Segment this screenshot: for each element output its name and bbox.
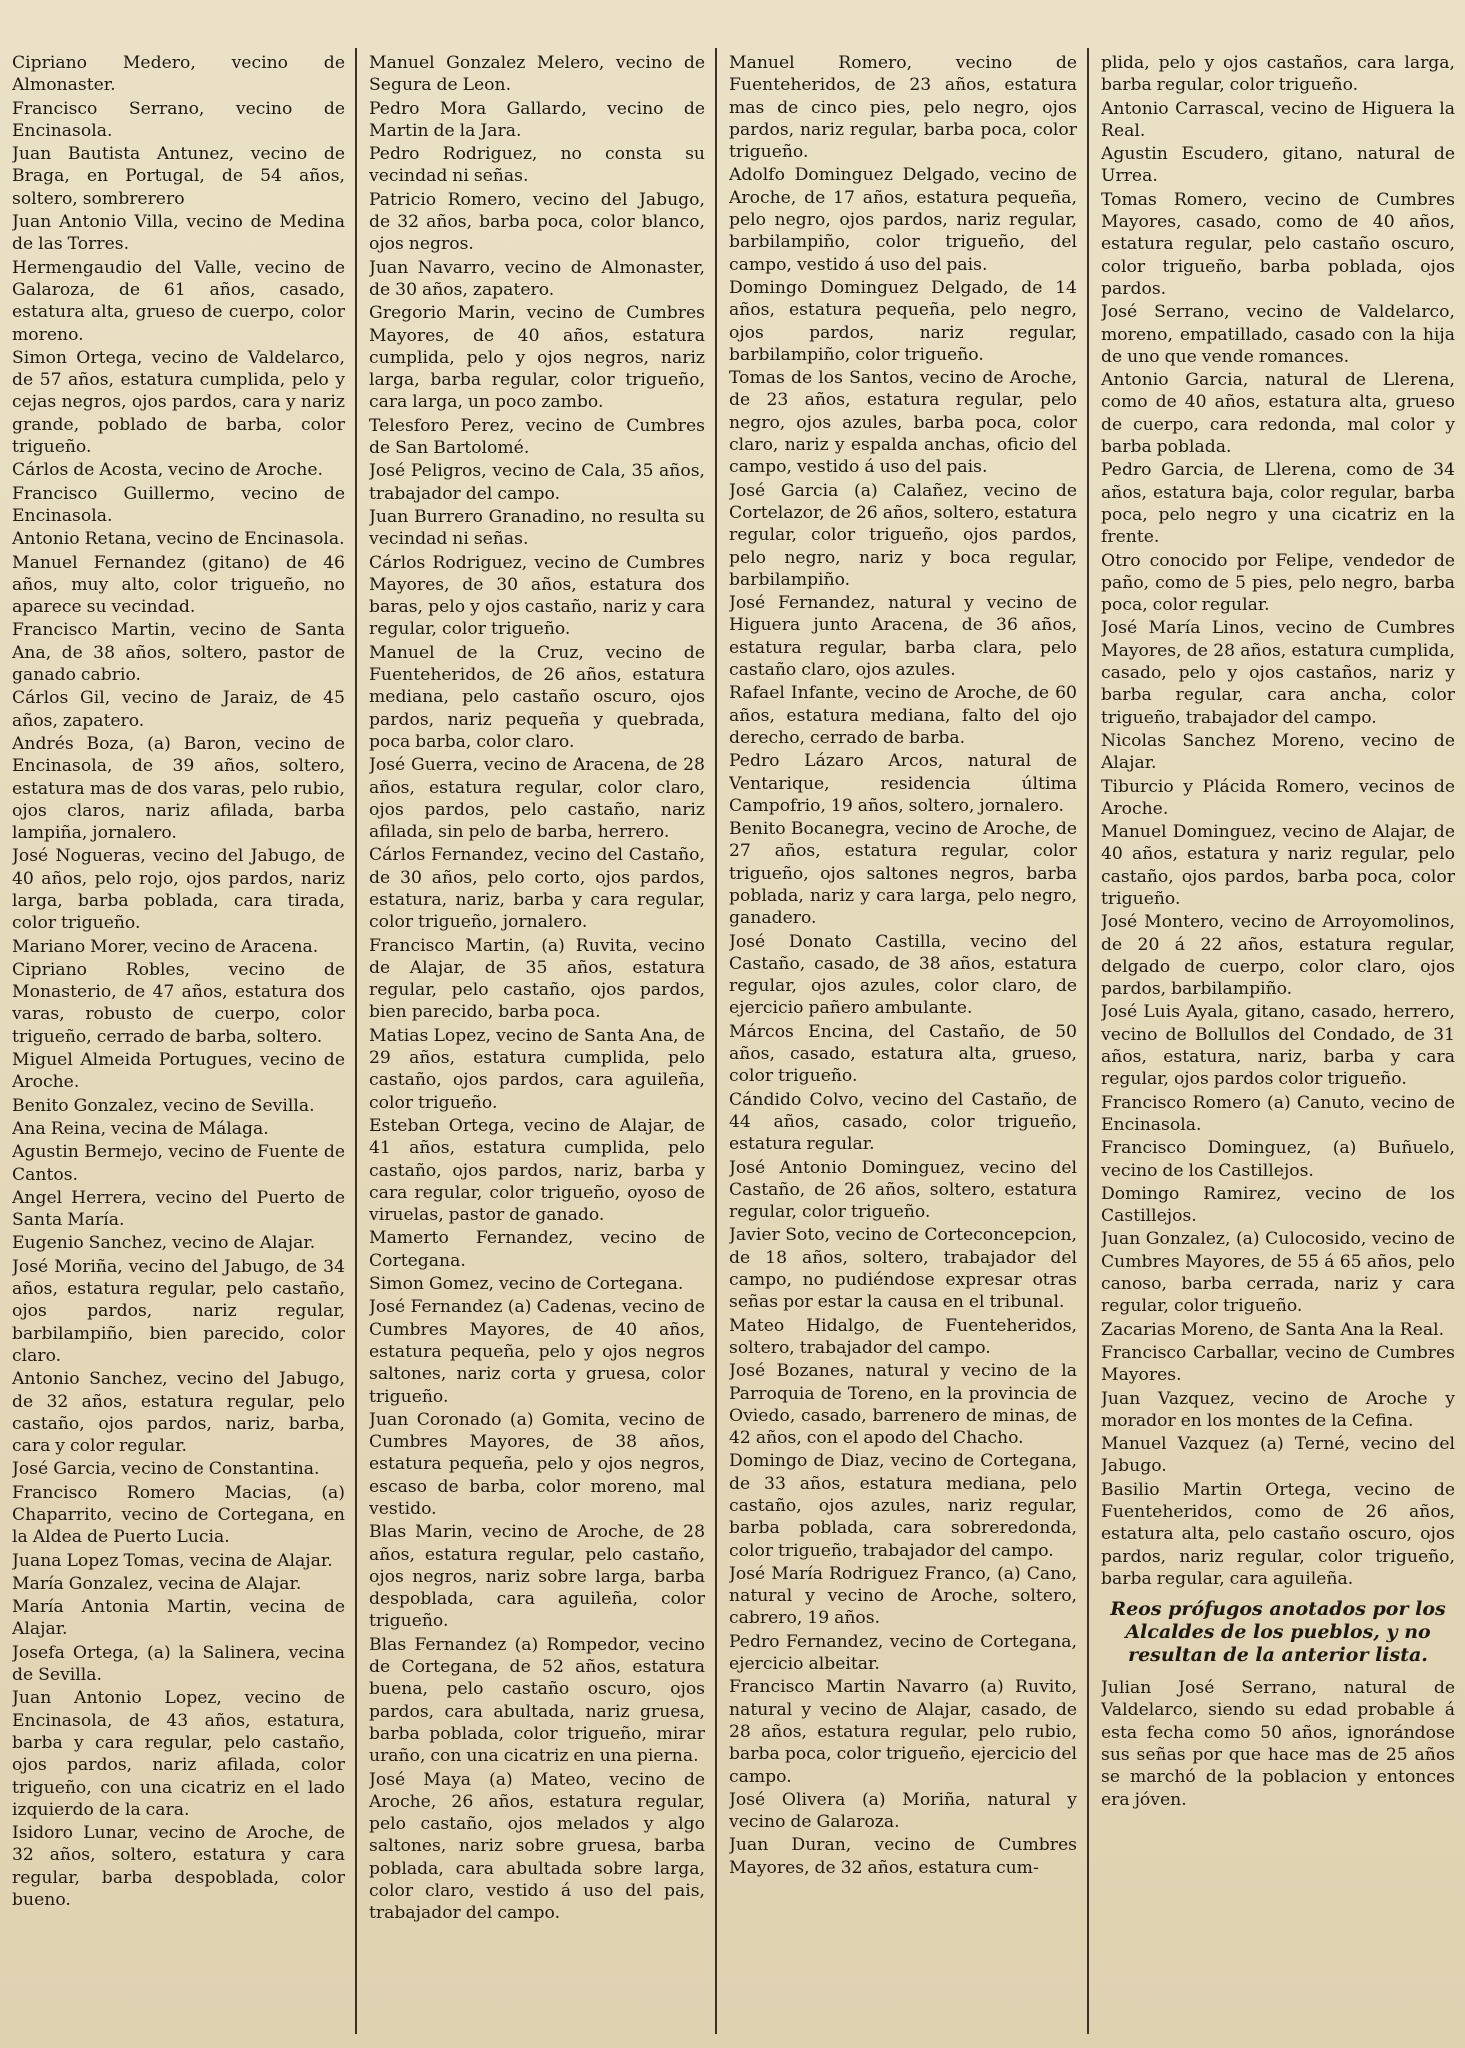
entry: Eugenio Sanchez, vecino de Alajar.	[12, 1233, 316, 1254]
entry: José Fernandez (a) Cadenas, vecino de Cumbres Mayores, de 40 años, estatura pequeña, pelo y ojos negros saltones, nariz corta y gruesa, color trigueño.	[369, 1297, 705, 1407]
entry: José Garcia (a) Calañez, vecino de Cortelazor, de 26 años, soltero, estatura regular, color trigueño, ojos pardos, pelo negro, nariz y boca regular, barbilampiño.	[729, 480, 1077, 590]
entry: Francisco Martin, vecino de Santa Ana, de 38 años, soltero, pastor de ganado cabrio.	[12, 620, 345, 686]
entry: Benito Gonzalez, vecino de Sevilla.	[12, 1095, 315, 1116]
entry: Manuel de la Cruz, vecino de Fuenteheridos, de 26 años, estatura mediana, pelo castaño oscuro, ojos pardos, nariz pequeña y quebrada, poca barba, color claro.	[369, 642, 705, 752]
entry: María Antonia Martin, vecina de Alajar.	[12, 1597, 345, 1640]
entry: José Guerra, vecino de Aracena, de 28 años, estatura regular, color claro, ojos pardos, pelo castaño, nariz afilada, sin pelo de barba, herrero.	[369, 755, 705, 843]
entry: Manuel Romero, vecino de Fuenteheridos, de 23 años, estatura mas de cinco pies, pelo negro, ojos pardos, nariz regular, barba poca, color trigueño.	[729, 53, 1077, 163]
entry: Francisco Romero Macias, (a) Chaparrito, vecino de Cortegana, en la Aldea de Puerto Lucia.	[12, 1482, 345, 1548]
entry: Juan Antonio Villa, vecino de Medina de las Torres.	[12, 212, 345, 255]
entry: José Garcia, vecino de Constantina.	[12, 1459, 320, 1480]
entry: Pedro Mora Gallardo, vecino de Martin de la Jara.	[369, 98, 705, 141]
entry: Agustin Bermejo, vecino de Fuente de Cantos.	[12, 1142, 345, 1185]
entry: Juan Vazquez, vecino de Aroche y morador en los montes de la Cefina.	[1101, 1388, 1455, 1431]
entry: Cipriano Robles, vecino de Monasterio, de 47 años, estatura dos varas, robusto de cuerpo, color trigueño, cerrado de barba, soltero.	[12, 959, 345, 1047]
entry: Zacarias Moreno, de Santa Ana la Real.	[1101, 1319, 1445, 1340]
columns	[12, 52, 1455, 2040]
column-3	[729, 52, 1077, 2040]
entry: Francisco Carballar, vecino de Cumbres Mayores.	[1101, 1342, 1455, 1386]
entry: Ana Reina, vecina de Málaga.	[12, 1118, 269, 1139]
entry: Miguel Almeida Portugues, vecino de Aroche.	[12, 1050, 345, 1093]
entry: José María Linos, vecino de Cumbres Mayores, de 28 años, estatura cumplida, casado, pelo y ojos castaños, nariz y barba regular, cara ancha, color trigueño, trabajador del campo.	[1101, 618, 1455, 728]
entry: Pedro Lázaro Arcos, natural de Ventarique, residencia última Campofrio, 19 años, soltero, jornalero.	[729, 751, 1077, 816]
entry: Francisco Dominguez, (a) Buñuelo, vecino de los Castillejos.	[1101, 1138, 1455, 1181]
entry: José Fernandez, natural y vecino de Higuera junto Aracena, de 36 años, estatura regular, barba clara, pelo castaño claro, ojos azules.	[729, 593, 1077, 681]
column-1	[12, 52, 345, 2040]
entry: Patricio Romero, vecino del Jabugo, de 32 años, barba poca, color blanco, ojos negros.	[369, 189, 705, 255]
entry: Juan Antonio Lopez, vecino de Encinasola, de 43 años, estatura, barba y cara regular, pelo castaño, ojos pardos, nariz afilada, color trigueño, con una cicatriz en el lado izquierdo de la cara.	[12, 1688, 345, 1820]
entry: María Gonzalez, vecina de Alajar.	[12, 1573, 302, 1594]
entry: Cárlos Fernandez, vecino del Castaño, de 30 años, pelo corto, ojos pardos, estatura, nariz, barba y cara regular, color trigueño, jornalero.	[369, 845, 705, 933]
entry: Manuel Gonzalez Melero, vecino de Segura de Leon.	[369, 53, 705, 96]
entry: Juan Bautista Antunez, vecino de Braga, en Portugal, de 54 años, soltero, sombrerero	[12, 144, 345, 209]
entry: Julian José Serrano, natural de Valdelarco, siendo su edad probable á esta fecha como 50 años, ignorándose sus señas por que hace mas de 25 años se marchó de la poblacion y entonces era jóven.	[1101, 1678, 1455, 1810]
entry: Simon Gomez, vecino de Cortegana.	[369, 1274, 684, 1295]
entry: Telesforo Perez, vecino de Cumbres de San Bartolomé.	[369, 415, 705, 459]
entry: Francisco Guillermo, vecino de Encinasola.	[12, 483, 345, 526]
entry: Basilio Martin Ortega, vecino de Fuenteheridos, como de 26 años, estatura alta, pelo castaño oscuro, ojos pardos, nariz regular, color trigueño, barba regular, cara aguileña.	[1101, 1479, 1455, 1589]
entry: Antonio Carrascal, vecino de Higuera la Real.	[1101, 98, 1455, 141]
entry: Otro conocido por Felipe, vendedor de paño, como de 5 pies, pelo negro, barba poca, color regular.	[1101, 550, 1455, 616]
entry: Cándido Colvo, vecino del Castaño, de 44 años, casado, color trigueño, estatura regular.	[729, 1089, 1077, 1155]
entry: Josefa Ortega, (a) la Salinera, vecina de Sevilla.	[12, 1642, 345, 1686]
entry: Juan Gonzalez, (a) Culocosido, vecino de Cumbres Mayores, de 55 á 65 años, pelo canoso, barba cerrada, nariz y cara regular, color trigueño.	[1101, 1229, 1455, 1317]
entry: Agustin Escudero, gitano, natural de Urrea.	[1101, 144, 1455, 187]
entry: Blas Marin, vecino de Aroche, de 28 años, estatura regular, pelo castaño, ojos negros, nariz sobre larga, barba despoblada, cara aguileña, color trigueño.	[369, 1522, 705, 1632]
entry: Pedro Garcia, de Llerena, como de 34 años, estatura baja, color regular, barba poca, pelo negro y una cicatriz en la frente.	[1101, 460, 1455, 548]
entry: Manuel Fernandez (gitano) de 46 años, muy alto, color trigueño, no aparece su vecindad.	[12, 552, 345, 618]
entry: Rafael Infante, vecino de Aroche, de 60 años, estatura mediana, falto del ojo derecho, cerrado de barba.	[729, 683, 1077, 748]
entry: Benito Bocanegra, vecino de Aroche, de 27 años, estatura regular, color trigueño, ojos saltones negros, barba poblada, nariz y cara larga, pelo negro, ganadero.	[729, 819, 1077, 929]
entry: Simon Ortega, vecino de Valdelarco, de 57 años, estatura cumplida, pelo y cejas negros, ojos pardos, cara y nariz grande, poblado de barba, color trigueño.	[12, 347, 345, 458]
column-4	[1101, 52, 1455, 2040]
entry: Cárlos Rodriguez, vecino de Cumbres Mayores, de 30 años, estatura dos baras, pelo y ojos castaño, nariz y cara regular, color trigueño.	[369, 552, 705, 640]
entry: Francisco Martin Navarro (a) Ruvito, natural y vecino de Alajar, casado, de 28 años, estatura regular, pelo rubio, barba poca, color trigueño, ejercicio del campo.	[729, 1677, 1077, 1787]
entry: Tiburcio y Plácida Romero, vecinos de Aroche.	[1101, 776, 1455, 819]
entry: Blas Fernandez (a) Rompedor, vecino de Cortegana, de 52 años, estatura buena, pelo castaño oscuro, ojos pardos, cara abultada, nariz gruesa, barba poblada, color trigueño, mirar uraño, con una cicatriz en una pierna.	[369, 1634, 705, 1767]
entry: Juan Duran, vecino de Cumbres Mayores, de 32 años, estatura cum-	[729, 1835, 1077, 1878]
entry: Cipriano Medero, vecino de Almonaster.	[12, 53, 345, 96]
entry: Francisco Romero (a) Canuto, vecino de Encinasola.	[1101, 1092, 1455, 1135]
entry: José María Rodriguez Franco, (a) Cano, natural y vecino de Aroche, soltero, cabrero, 19 años.	[729, 1563, 1077, 1629]
entry: Mateo Hidalgo, de Fuenteheridos, soltero, trabajador del campo.	[729, 1315, 1077, 1358]
entry: Andrés Boza, (a) Baron, vecino de Encinasola, de 39 años, soltero, estatura mas de dos varas, pelo rubio, ojos claros, nariz afilada, barba lampiña, jornalero.	[12, 733, 345, 844]
entry: Nicolas Sanchez Moreno, vecino de Alajar.	[1101, 730, 1455, 774]
entry: José Nogueras, vecino del Jabugo, de 40 años, pelo rojo, ojos pardos, nariz larga, barba poblada, cara tirada, color trigueño.	[12, 846, 345, 934]
entry: José Bozanes, natural y vecino de la Parroquia de Toreno, en la provincia de Oviedo, casado, barrenero de minas, de 42 años, con el apodo del Chacho.	[729, 1361, 1077, 1449]
entry: Antonio Sanchez, vecino del Jabugo, de 32 años, estatura regular, pelo castaño, ojos pardos, nariz, barba, cara y color regular.	[12, 1369, 345, 1457]
entry: Adolfo Dominguez Delgado, vecino de Aroche, de 17 años, estatura pequeña, pelo negro, ojos pardos, nariz regular, barbilampiño, color trigueño, del campo, vestido á uso del pais.	[729, 165, 1077, 275]
entry: José Moriña, vecino del Jabugo, de 34 años, estatura regular, pelo castaño, ojos pardos, nariz regular, barbilampiño, bien parecido, color claro.	[12, 1256, 345, 1366]
entry: Manuel Dominguez, vecino de Alajar, de 40 años, estatura y nariz regular, pelo castaño, ojos pardos, barba poca, color trigueño.	[1101, 822, 1455, 909]
entry: Domingo de Diaz, vecino de Cortegana, de 33 años, estatura mediana, pelo castaño, ojos azules, nariz regular, barba poblada, cara sobreredonda, color trigueño, trabajador del campo.	[729, 1451, 1077, 1561]
entry: Cárlos de Acosta, vecino de Aroche.	[12, 460, 323, 481]
entry: Tomas de los Santos, vecino de Aroche, de 23 años, estatura regular, pelo negro, ojos azules, barba poca, color claro, nariz y espalda anchas, oficio del campo, vestido á uso del pais.	[729, 368, 1077, 478]
entry: Mamerto Fernandez, vecino de Cortegana.	[369, 1228, 705, 1271]
entry: Cárlos Gil, vecino de Jaraiz, de 45 años, zapatero.	[12, 688, 345, 731]
column-2	[369, 52, 705, 2040]
entry: José Donato Castilla, vecino del Castaño, casado, de 38 años, estatura regular, ojos azules, color claro, de ejercicio pañero ambulante.	[729, 931, 1077, 1019]
entry: Tomas Romero, vecino de Cumbres Mayores, casado, como de 40 años, estatura regular, pelo castaño oscuro, color trigueño, barba poblada, ojos pardos.	[1101, 189, 1455, 299]
entry: Gregorio Marin, vecino de Cumbres Mayores, de 40 años, estatura cumplida, pelo y ojos negros, nariz larga, barba regular, color trigueño, cara larga, un poco zambo.	[369, 303, 705, 413]
entry: Antonio Retana, vecino de Encinasola.	[12, 529, 345, 550]
entry: José Luis Ayala, gitano, casado, herrero, vecino de Bollullos del Condado, de 31 años, estatura, nariz, barba y cara regular, ojos pardos color trigueño.	[1101, 1002, 1455, 1090]
entry: Juan Coronado (a) Gomita, vecino de Cumbres Mayores, de 38 años, estatura pequeña, pelo y ojos negros, escaso de barba, color moreno, mal vestido.	[369, 1409, 705, 1519]
entry: Hermengaudio del Valle, vecino de Galaroza, de 61 años, casado, estatura alta, grueso de cuerpo, color moreno.	[12, 257, 345, 345]
entry: Juan Burrero Granadino, no resulta su vecindad ni señas.	[369, 506, 705, 550]
entry: Pedro Rodriguez, no consta su vecindad ni señas.	[369, 144, 705, 187]
section-heading: Reos prófugos anotados por los Alcaldes de los pueblos, y no resultan de la anterior lista.	[1110, 1598, 1446, 1667]
entry: Francisco Serrano, vecino de Encinasola.	[12, 98, 345, 141]
entry: Mariano Morer, vecino de Aracena.	[12, 936, 319, 957]
entry: plida, pelo y ojos castaños, cara larga, barba regular, color trigueño.	[1101, 53, 1455, 96]
entry: Javier Soto, vecino de Corteconcepcion, de 18 años, soltero, trabajador del campo, no pudiéndose expresar otras señas por estar la causa en el tribunal.	[729, 1225, 1077, 1313]
entry: José Olivera (a) Moriña, natural y vecino de Galaroza.	[729, 1789, 1077, 1833]
entry: Francisco Martin, (a) Ruvita, vecino de Alajar, de 35 años, estatura regular, pelo castaño, ojos pardos, bien parecido, barba poca.	[369, 935, 705, 1023]
entry: José Serrano, vecino de Valdelarco, moreno, empatillado, casado con la hija de uno que vende romances.	[1101, 302, 1455, 367]
entry: Juana Lopez Tomas, vecina de Alajar.	[12, 1550, 333, 1571]
entry: José Maya (a) Mateo, vecino de Aroche, 26 años, estatura regular, pelo castaño, ojos melados y algo saltones, nariz sobre gruesa, barba poblada, cara abultada sobre larga, color claro, vestido á uso del pais, trabajador del campo.	[369, 1769, 705, 1924]
entry: Manuel Vazquez (a) Terné, vecino del Jabugo.	[1101, 1434, 1455, 1477]
entry: Matias Lopez, vecino de Santa Ana, de 29 años, estatura cumplida, pelo castaño, ojos pardos, cara aguileña, color trigueño.	[369, 1025, 705, 1113]
entry: Esteban Ortega, vecino de Alajar, de 41 años, estatura cumplida, pelo castaño, ojos pardos, nariz, barba y cara regular, color trigueño, oyoso de viruelas, pastor de ganado.	[369, 1115, 705, 1226]
entry: Domingo Dominguez Delgado, de 14 años, estatura pequeña, pelo negro, ojos pardos, nariz regular, barbilampiño, color trigueño.	[729, 277, 1077, 365]
entry: Márcos Encina, del Castaño, de 50 años, casado, estatura alta, grueso, color trigueño.	[729, 1021, 1077, 1087]
entry: Domingo Ramirez, vecino de los Castillejos.	[1101, 1183, 1455, 1227]
entry: Antonio Garcia, natural de Llerena, como de 40 años, estatura alta, grueso de cuerpo, cara redonda, mal color y barba poblada.	[1101, 370, 1455, 458]
entry: Pedro Fernandez, vecino de Cortegana, ejercicio albeitar.	[729, 1631, 1077, 1675]
entry: Juan Navarro, vecino de Almonaster, de 30 años, zapatero.	[369, 257, 705, 300]
entry: José Antonio Dominguez, vecino del Castaño, de 26 años, soltero, estatura regular, color trigueño.	[729, 1157, 1077, 1223]
entry: Angel Herrera, vecino del Puerto de Santa María.	[12, 1187, 345, 1231]
entry: José Montero, vecino de Arroyomolinos, de 20 á 22 años, estatura regular, delgado de cuerpo, color claro, ojos pardos, barbilampiño.	[1101, 912, 1455, 1000]
entry: José Peligros, vecino de Cala, 35 años, trabajador del campo.	[369, 461, 705, 504]
entry: Isidoro Lunar, vecino de Aroche, de 32 años, soltero, estatura y cara regular, barba despoblada, color bueno.	[12, 1823, 345, 1911]
